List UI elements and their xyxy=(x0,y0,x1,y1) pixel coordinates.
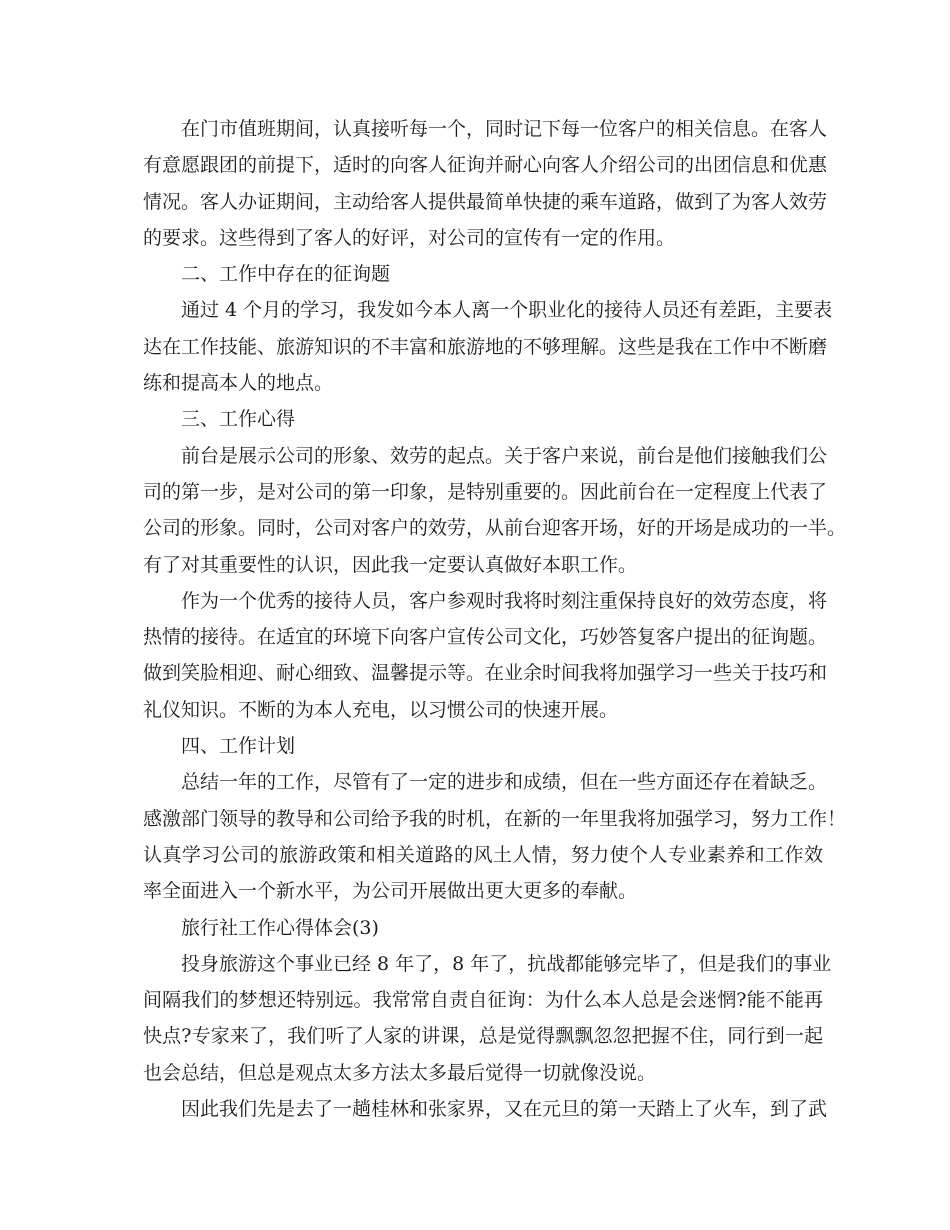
text-line: 司的第一步，是对公司的第一印象，是特别重要的。因此前台在一定程度上代表了 xyxy=(143,480,828,503)
text-line: 礼仪知识。不断的为本人充电，以习惯公司的快速开展。 xyxy=(143,698,619,721)
text-line: 二、工作中存在的征询题 xyxy=(181,263,391,286)
text-line: 的要求。这些得到了客人的好评，对公司的宣传有一定的作用。 xyxy=(143,226,676,249)
text-line: 四、工作计划 xyxy=(181,735,296,758)
document-page xyxy=(143,111,847,1127)
text-line: 作为一个优秀的接待人员，客户参观时我将时刻注重保持良好的效劳态度，将 xyxy=(181,589,828,612)
text-line: 热情的接待。在适宜的环境下向客户宣传公司文化，巧妙答复客户提出的征询题。 xyxy=(143,626,828,649)
text-line: 总结一年的工作，尽管有了一定的进步和成绩，但在一些方面还存在着缺乏。 xyxy=(181,771,828,794)
text-line: 做到笑脸相迎、耐心细致、温馨提示等。在业余时间我将加强学习一些关于技巧和 xyxy=(143,662,828,685)
text-line: 通过 4 个月的学习，我发如今本人离一个职业化的接待人员还有差距，主要表 xyxy=(181,299,833,322)
text-line: 有了对其重要性的认识，因此我一定要认真做好本职工作。 xyxy=(143,553,638,576)
text-line: 情况。客人办证期间，主动给客人提供最简单快捷的乘车道路，做到了为客人效劳 xyxy=(143,190,828,213)
text-line: 公司的形象。同时，公司对客户的效劳，从前台迎客开场，好的开场是成功的一半。 xyxy=(143,517,847,540)
text-line: 也会总结，但总是观点太多方法太多最后觉得一切就像没说。 xyxy=(143,1061,657,1084)
text-line: 达在工作技能、旅游知识的不丰富和旅游地的不够理解。这些是我在工作中不断磨 xyxy=(143,335,828,358)
text-line: 旅行社工作心得体会(3) xyxy=(181,916,379,939)
text-line: 率全面进入一个新水平，为公司开展做出更大更多的奉献。 xyxy=(143,880,638,903)
text-line: 因此我们先是去了一趟桂林和张家界，又在元旦的第一天踏上了火车，到了武 xyxy=(181,1098,828,1121)
text-line: 练和提高本人的地点。 xyxy=(143,372,334,395)
text-line: 三、工作心得 xyxy=(181,408,296,431)
text-line: 感激部门领导的教导和公司给予我的时机，在新的一年里我将加强学习，努力工作！ xyxy=(143,807,847,830)
text-line: 认真学习公司的旅游政策和相关道路的风土人情，努力使个人专业素养和工作效 xyxy=(143,843,823,866)
text-line: 前台是展示公司的形象、效劳的起点。关于客户来说，前台是他们接触我们公 xyxy=(181,444,828,467)
text-line: 间隔我们的梦想还特别远。我常常自责自征询：为什么本人总是会迷惘?能不能再 xyxy=(143,989,823,1012)
text-line: 在门市值班期间，认真接听每一个，同时记下每一位客户的相关信息。在客人 xyxy=(181,118,828,140)
text-line: 快点?专家来了，我们听了人家的讲课，总是觉得飘飘忽忽把握不住，同行到一起 xyxy=(143,1025,823,1048)
text-line: 有意愿跟团的前提下，适时的向客人征询并耐心向客人介绍公司的出团信息和优惠 xyxy=(143,154,828,177)
text-line: 投身旅游这个事业已经 8 年了，8 年了，抗战都能够完毕了，但是我们的事业 xyxy=(181,952,832,975)
